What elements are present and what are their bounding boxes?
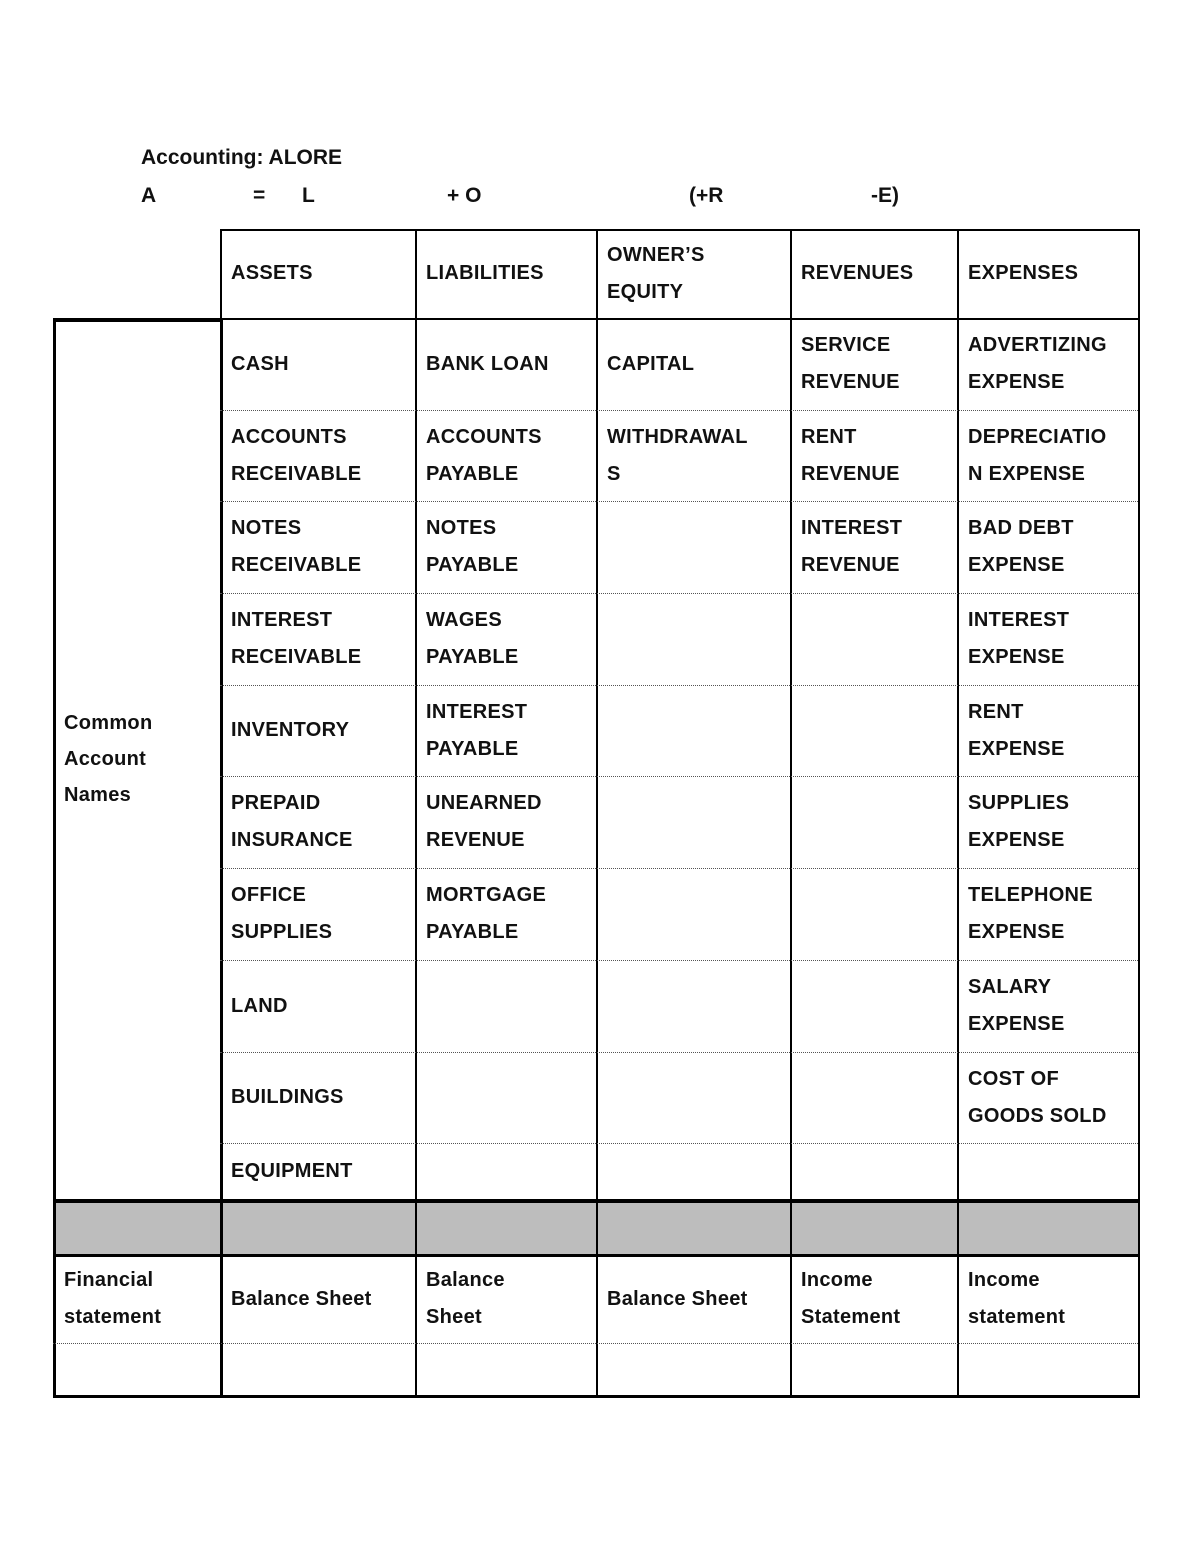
account-cell-owners-equity (596, 1143, 790, 1200)
account-cell-assets: ACCOUNTS RECEIVABLE (231, 425, 362, 485)
account-cell-assets: PREPAID INSURANCE (231, 792, 353, 851)
account-cell-expenses: ADVERTIZING EXPENSE (968, 334, 1107, 393)
account-cell-liabilities (415, 1143, 596, 1200)
header-col-border (220, 229, 222, 318)
row-separator (220, 868, 1138, 869)
financial-statement-owners-equity: Balance Sheet (607, 1287, 748, 1310)
side-top-border (53, 318, 222, 322)
account-cell-assets: NOTES RECEIVABLE (231, 517, 362, 576)
header-col-border (596, 229, 598, 318)
header-liabilities: LIABILITIES (426, 262, 544, 284)
account-cell-liabilities: NOTES PAYABLE (426, 517, 519, 576)
account-cell-expenses: BAD DEBT EXPENSE (968, 517, 1074, 576)
account-cell-revenues (790, 685, 957, 776)
account-cell-revenues: SERVICE REVENUE (801, 334, 900, 393)
account-cell-assets: CASH (231, 352, 289, 375)
account-cell-owners-equity (596, 501, 790, 593)
equation-liabilities: L (302, 184, 315, 207)
equation-expenses: -E) (871, 184, 899, 207)
account-cell-owners-equity: WITHDRAWAL S (607, 425, 748, 485)
account-cell-assets: LAND (231, 994, 288, 1017)
account-cell-revenues (790, 1052, 957, 1143)
document-title: Accounting: ALORE (141, 146, 343, 169)
account-cell-owners-equity: CAPITAL (607, 352, 695, 375)
table-left-border (53, 318, 56, 1397)
body-col-border (415, 318, 417, 1397)
header-owners-equity: OWNER’S EQUITY (607, 243, 705, 303)
financial-statement-liabilities: Balance Sheet (426, 1269, 505, 1328)
header-top-border (220, 229, 1140, 231)
account-cell-expenses: TELEPHONE EXPENSE (968, 884, 1093, 943)
equation-assets: A (141, 184, 157, 207)
account-cell-revenues (790, 776, 957, 868)
account-cell-owners-equity (596, 1052, 790, 1143)
financial-statement-revenues: Income Statement (801, 1269, 901, 1328)
equation-equals: = (253, 184, 266, 207)
financial-statement-assets: Balance Sheet (231, 1287, 372, 1310)
row-separator (220, 1143, 1138, 1144)
row-separator (220, 1052, 1138, 1053)
account-cell-expenses: SALARY EXPENSE (968, 976, 1065, 1035)
side-column-border (220, 318, 223, 1397)
account-cell-assets: INTEREST RECEIVABLE (231, 609, 362, 668)
band-top-border (53, 1199, 1140, 1203)
account-cell-revenues: RENT REVENUE (801, 425, 900, 485)
row-separator (220, 410, 1138, 411)
account-cell-assets: OFFICE SUPPLIES (231, 884, 333, 943)
financial-row-separator (53, 1343, 1138, 1344)
account-cell-expenses: DEPRECIATIO N EXPENSE (968, 425, 1107, 485)
header-bottom-border (220, 318, 1140, 320)
account-cell-owners-equity (596, 868, 790, 960)
table-bottom-border (53, 1395, 1140, 1398)
account-cell-expenses: INTEREST EXPENSE (968, 609, 1070, 668)
account-cell-liabilities: INTEREST PAYABLE (426, 700, 528, 760)
account-cell-revenues (790, 593, 957, 685)
account-cell-revenues: INTEREST REVENUE (801, 517, 903, 576)
row-separator (220, 776, 1138, 777)
common-account-names-label: Common Account Names (64, 712, 153, 806)
body-col-border (790, 318, 792, 1397)
row-separator (220, 685, 1138, 686)
account-cell-liabilities: BANK LOAN (426, 352, 549, 375)
account-cell-assets: INVENTORY (231, 719, 350, 741)
equation-revenues: (+R (689, 184, 724, 207)
account-cell-assets: EQUIPMENT (231, 1160, 353, 1182)
header-expenses: EXPENSES (968, 262, 1079, 284)
account-cell-liabilities: ACCOUNTS PAYABLE (426, 425, 542, 485)
band-bottom-border (53, 1254, 1140, 1257)
account-cell-revenues (790, 960, 957, 1052)
account-cell-owners-equity (596, 593, 790, 685)
header-revenues: REVENUES (801, 262, 914, 284)
account-cell-liabilities: UNEARNED REVENUE (426, 792, 542, 851)
account-cell-liabilities (415, 960, 596, 1052)
header-col-border (790, 229, 792, 318)
body-col-border (957, 318, 959, 1397)
financial-statement-label: Financial statement (64, 1269, 162, 1328)
account-cell-expenses: RENT EXPENSE (968, 700, 1065, 760)
account-cell-owners-equity (596, 776, 790, 868)
account-cell-liabilities: MORTGAGE PAYABLE (426, 884, 547, 943)
account-cell-expenses: COST OF GOODS SOLD (968, 1067, 1107, 1127)
body-col-border (596, 318, 598, 1397)
account-cell-owners-equity (596, 960, 790, 1052)
header-col-border (1138, 229, 1140, 318)
account-cell-assets: BUILDINGS (231, 1086, 344, 1108)
financial-statement-expenses: Income statement (968, 1269, 1066, 1328)
account-cell-liabilities (415, 1052, 596, 1143)
row-separator (220, 960, 1138, 961)
account-cell-owners-equity (596, 685, 790, 776)
account-cell-liabilities: WAGES PAYABLE (426, 609, 519, 668)
header-assets: ASSETS (231, 262, 313, 284)
equation-owners-equity: + O (447, 184, 482, 207)
row-separator (220, 593, 1138, 594)
header-col-border (957, 229, 959, 318)
account-cell-expenses (957, 1143, 1138, 1200)
account-cell-expenses: SUPPLIES EXPENSE (968, 792, 1070, 851)
header-col-border (415, 229, 417, 318)
account-cell-revenues (790, 868, 957, 960)
body-col-border (1138, 318, 1140, 1397)
row-separator (220, 501, 1138, 502)
account-cell-revenues (790, 1143, 957, 1200)
